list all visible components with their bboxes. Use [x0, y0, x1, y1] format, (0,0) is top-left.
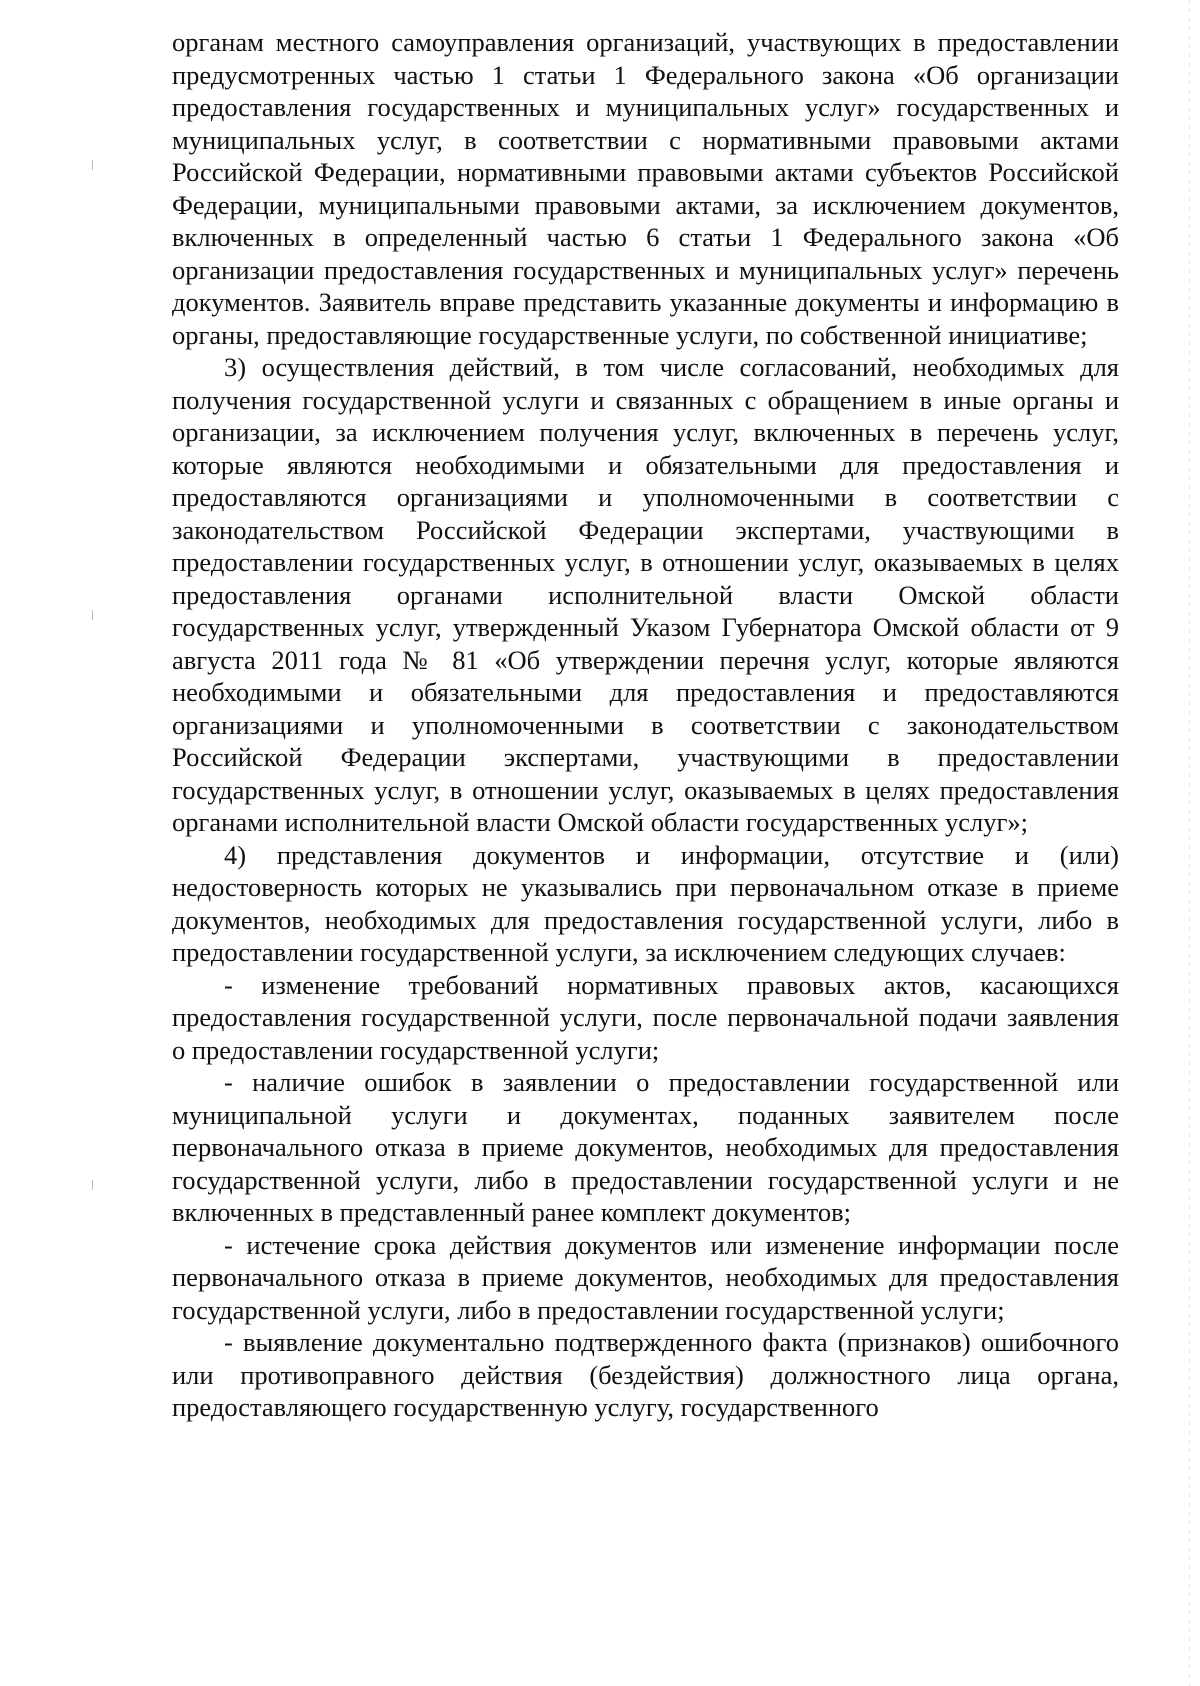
paragraph-case-wrongful-action: - выявление документально подтвержденного факта (признаков) ошибочного или противоправного действия (бездействия) должностного лица органа, предоставляющего государственную услугу, государственного [172, 1327, 1119, 1422]
scan-edge-artifact [1189, 0, 1190, 1686]
paragraph-continuation: органам местного самоуправления организаций, участвующих в предоставлении предусмотренных частью 1 статьи 1 Федерального закона «Об организации предоставления государственных и муниципальных услуг» государственных и муниципальных услуг, в соответствии с нормативными правовыми актами Российской Федерации, нормативными правовыми актами субъектов Российской Федерации, муниципальными правовыми актами, за исключением документов, включенных в определенный частью 6 статьи 1 Федерального закона «Об организации предоставления государственных и муниципальных услуг» перечень документов. Заявитель вправе представить указанные документы и информацию в органы, предоставляющие государственные услуги, по собственной инициативе; [172, 27, 1119, 350]
scan-mark [92, 1180, 93, 1190]
paragraph-item-4: 4) представления документов и информации, отсутствие и (или) недостоверность которых не указывались при первоначальном отказе в приеме документов, необходимых для предоставления государственной услуги, либо в предоставлении государственной услуги, за исключением следующих случаев: [172, 839, 1119, 967]
paragraph-case-requirements-change: - изменение требований нормативных правовых актов, касающихся предоставления государственной услуги, после первоначальной подачи заявления о предоставлении государственной услуги; [172, 969, 1119, 1065]
document-body [172, 26, 1119, 1424]
paragraph-case-expiry: - истечение срока действия документов или изменение информации после первоначального отказа в приеме документов, необходимых для предоставления государственной услуги, либо в предоставлении государственной услуги; [172, 1229, 1119, 1325]
paragraph-item-3: 3) осуществления действий, в том числе согласований, необходимых для получения государственной услуги и связанных с обращением в иные органы и организации, за исключением получения услуг, включенных в перечень услуг, которые являются необходимыми и обязательными для предоставления и предоставляются организациями и уполномоченными в соответствии с законодательством Российской Федерации экспертами, участвующими в предоставлении государственных услуг, в отношении услуг, оказываемых в целях предоставления органами исполнительной власти Омской области государственных услуг, утвержденный Указом Губернатора Омской области от 9 августа 2011 года № 81 «Об утверждении перечня услуг, которые являются необходимыми и обязательными для предоставления и предоставляются организациями и уполномоченными в соответствии с законодательством Российской Федерации экспертами, участвующими в предоставлении государственных услуг, в отношении услуг, оказываемых в целях предоставления органами исполнительной власти Омской области государственных услуг»; [172, 352, 1119, 837]
scan-mark [92, 610, 93, 620]
paragraph-case-errors: - наличие ошибок в заявлении о предоставлении государственной или муниципальной услуги и документах, поданных заявителем после первоначального отказа в приеме документов, необходимых для предоставления государственной услуги, либо в предоставлении государственной услуги и не включенных в представленный ранее комплект документов; [172, 1067, 1119, 1227]
page-bottom-margin [172, 1650, 1122, 1651]
scan-mark [92, 160, 93, 170]
